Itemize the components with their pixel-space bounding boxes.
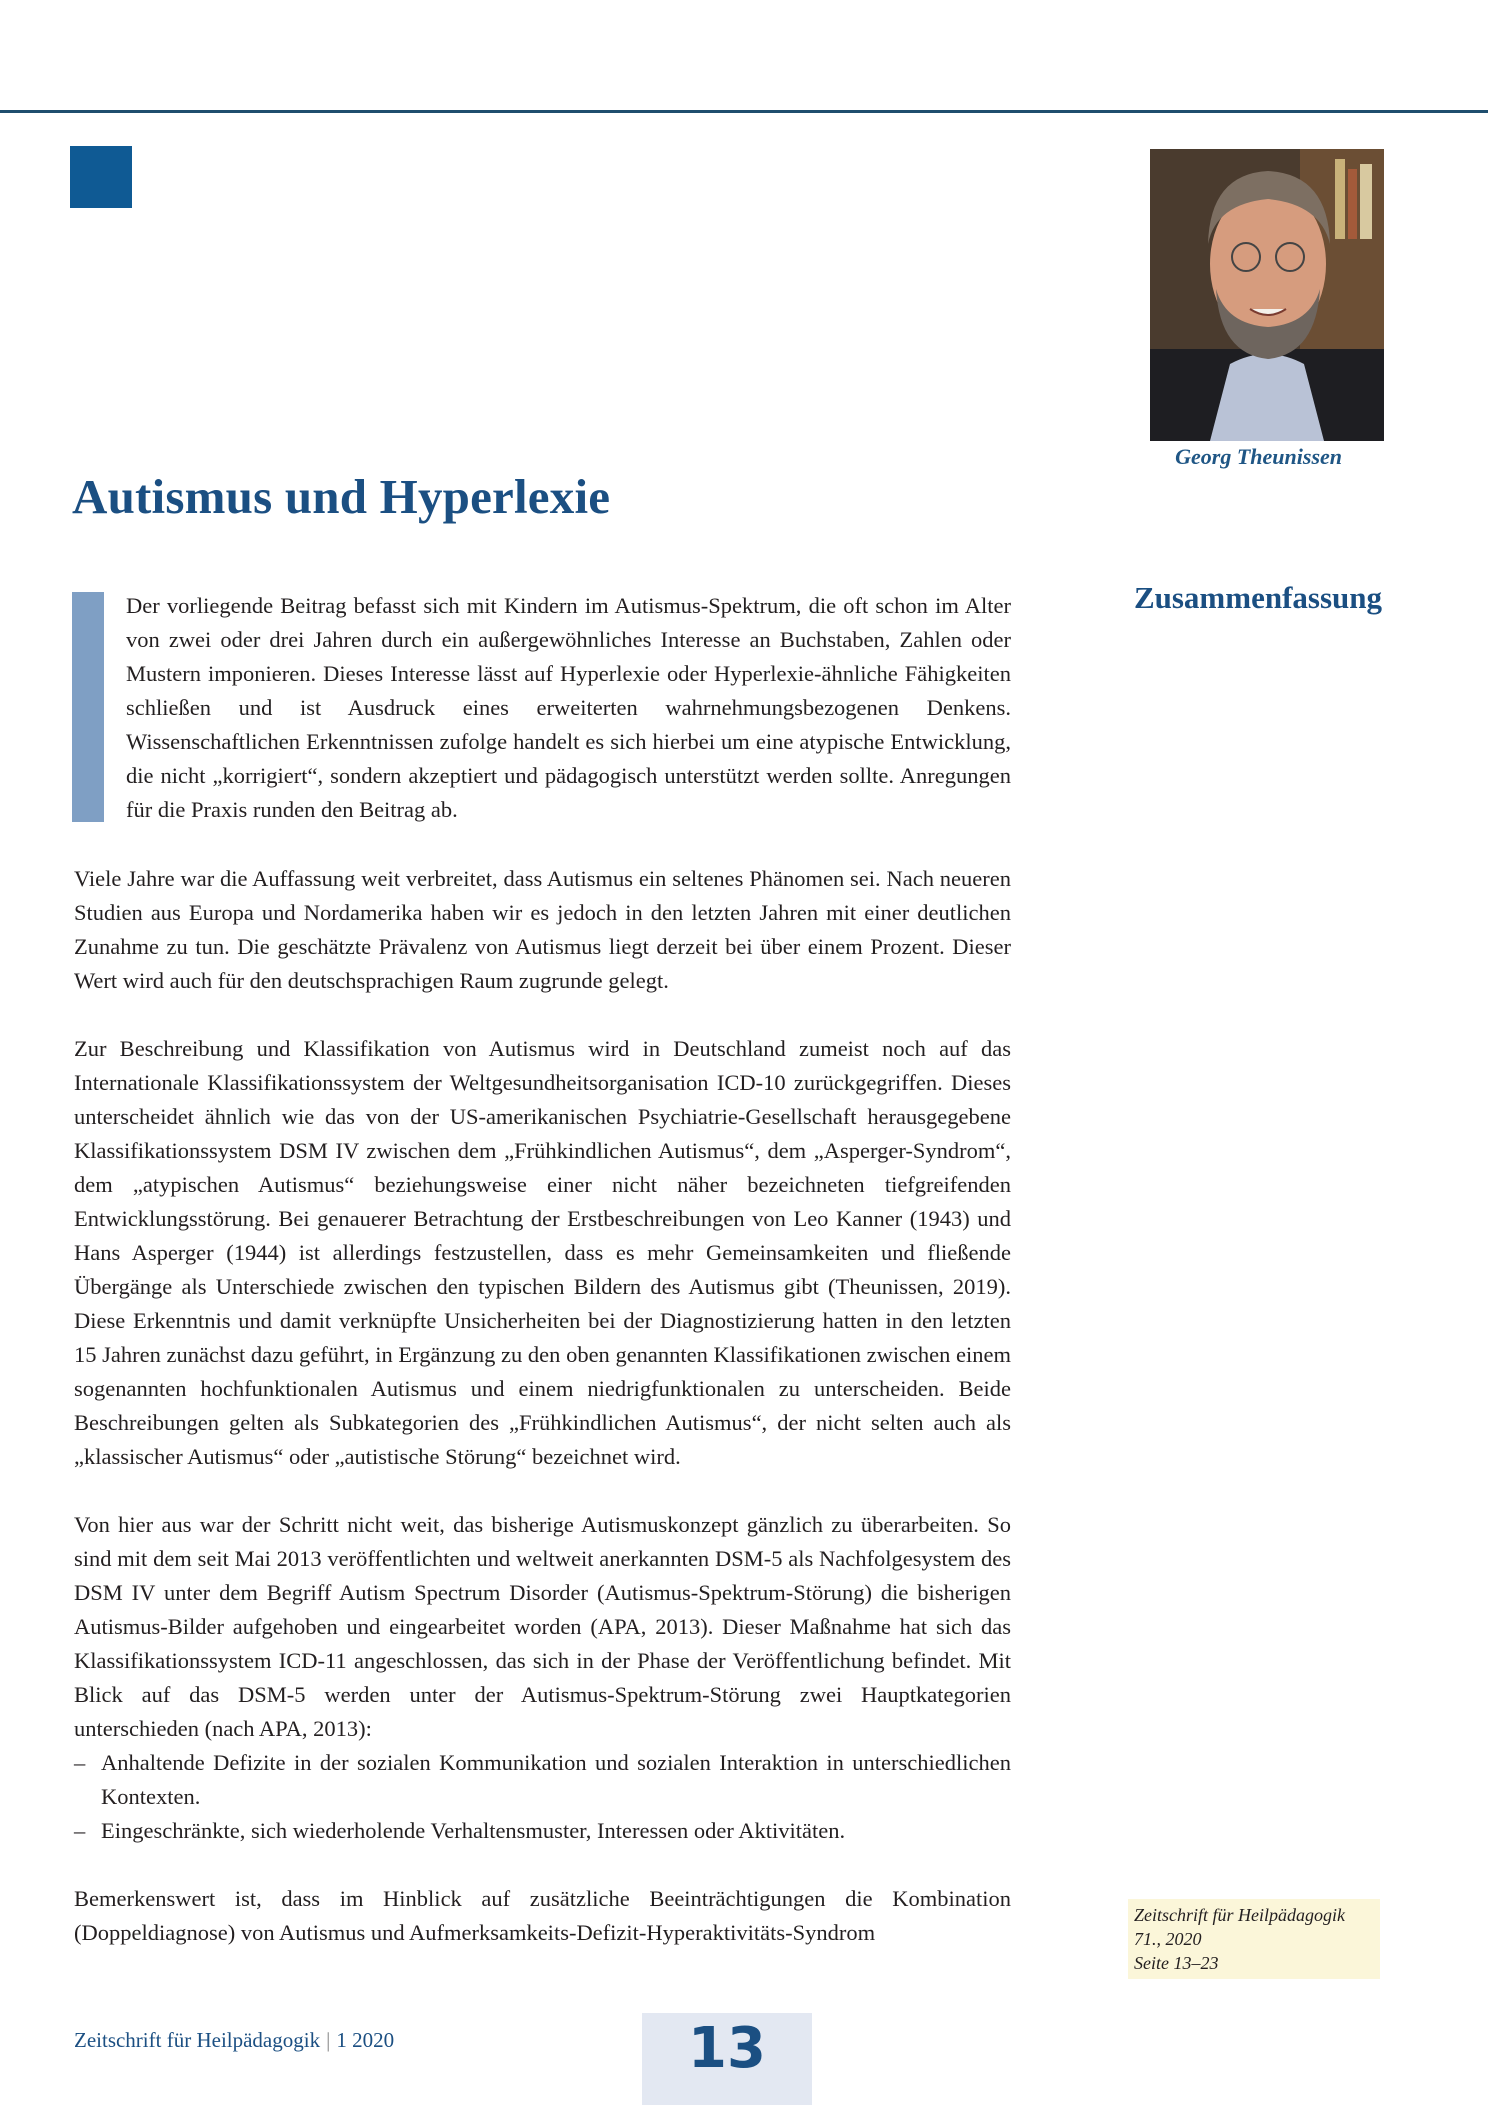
body-paragraph: Zur Beschreibung und Klassifikation von Autismus wird in Deutschland zumeist noch auf das Internationale Klassifikationssystem der Weltgesundheitsorganisation ICD-10 zurückgegriffen. Dieses unterscheidet ähnlich wie das von der US-amerikanischen Psychiatrie-Gesellschaft herausgegebene Klassifikationssystem DSM IV zwischen dem „Frühkindlichen Autismus“, dem „Asperger-Syndrom“, dem „atypischen Autismus“ beziehungsweise einer nicht näher bezeichneten tiefgreifenden Entwicklungsstörung. Bei genauerer Betrachtung der Erstbeschreibungen von Leo Kanner (1943) und Hans Asperger (1944) ist allerdings festzustellen, dass es mehr Gemeinsamkeiten und fließende Übergänge als Unterschiede zwischen den typischen Bildern des Autismus gibt (Theunissen, 2019). Diese Erkenntnis und damit verknüpfte Unsicherheiten bei der Diagnostizierung hatten in den letzten 15 Jahren zunächst dazu geführt, in Ergänzung zu den oben genannten Klassifikationen zwischen einem sogenannten hochfunktionalen Autismus und einem niedrigfunktionalen zu unterscheiden. Beide Beschreibungen gelten als Subkategorien des „Frühkindlichen Autismus“, der nicht selten auch als „klassischer Autismus“ oder „autistische Störung“ bezeichnet wird. bbox=[74, 1036, 1011, 1469]
body-paragraph: Bemerkenswert ist, dass im Hinblick auf zusätzliche Beeinträchtigungen die Kombination (Doppeldiagnose) von Autismus und Aufmerksamkeits-Defizit-Hyperaktivitäts-Syndrom bbox=[74, 1886, 1011, 1945]
citation-box bbox=[1128, 1899, 1380, 1979]
criteria-list bbox=[74, 1746, 1011, 1848]
citation-pages: Seite 13–23 bbox=[1134, 1953, 1219, 1973]
list-item bbox=[74, 1814, 1011, 1848]
page-number: 13 bbox=[688, 2016, 766, 2081]
footer-journal bbox=[74, 2028, 394, 2053]
top-rule bbox=[0, 110, 1488, 113]
footer-issue: 1 2020 bbox=[336, 2028, 395, 2052]
footer-journal-name: Zeitschrift für Heilpädagogik bbox=[74, 2028, 321, 2052]
list-item-text: Eingeschränkte, sich wiederholende Verhaltensmuster, Interessen oder Aktivitäten. bbox=[101, 1818, 846, 1843]
portrait-icon bbox=[1150, 149, 1384, 441]
list-item-text: Anhaltende Defizite in der sozialen Kommunikation und sozialen Interaktion in unterschiedlichen Kontexten. bbox=[101, 1750, 1011, 1809]
footer-separator: | bbox=[326, 2028, 331, 2052]
author-portrait bbox=[1150, 149, 1384, 441]
abstract-bar bbox=[72, 592, 104, 822]
article-title: Autismus und Hyperlexie bbox=[72, 469, 611, 524]
abstract-heading: Zusammenfassung bbox=[1133, 580, 1382, 615]
list-item bbox=[74, 1746, 1011, 1814]
accent-square bbox=[70, 146, 132, 208]
body-paragraph: Von hier aus war der Schritt nicht weit, das bisherige Autismuskonzept gänzlich zu überarbeiten. So sind mit dem seit Mai 2013 veröffentlichten und weltweit anerkannten DSM-5 als Nachfolgesystem des DSM IV unter dem Begriff Autism Spectrum Disorder (Autismus-Spektrum-Störung) die bisherigen Autismus-Bilder aufgehoben und eingearbeitet worden (APA, 2013). Dieser Maßnahme hat sich das Klassifikationssystem ICD-11 angeschlossen, das sich in der Phase der Veröffentlichung befindet. Mit Blick auf das DSM-5 werden unter der Autismus-Spektrum-Störung zwei Hauptkategorien unterschieden (nach APA, 2013): bbox=[74, 1512, 1011, 1741]
author-name: Georg Theunissen bbox=[1175, 444, 1342, 469]
body-paragraph: Viele Jahre war die Auffassung weit verbreitet, dass Autismus ein seltenes Phänomen sei. Nach neueren Studien aus Europa und Nordamerika haben wir es jedoch in den letzten Jahren mit einer deutlichen Zunahme zu tun. Die geschätzte Prävalenz von Autismus liegt derzeit bei über einem Prozent. Dieser Wert wird auch für den deutschsprachigen Raum zugrunde gelegt. bbox=[74, 866, 1011, 993]
citation-volume: 71., 2020 bbox=[1134, 1929, 1202, 1949]
list-dash: – bbox=[74, 1818, 86, 1843]
abstract-text: Der vorliegende Beitrag befasst sich mit Kindern im Autismus-Spektrum, die oft schon im Alter von zwei oder drei Jahren durch ein außergewöhnliches Interesse an Buchstaben, Zahlen oder Mustern imponieren. Dieses Interesse lässt auf Hyperlexie oder Hyperlexie-ähnliche Fähigkeiten schließen und ist Ausdruck eines erweiterten wahrnehmungsbezogenen Denkens. Wissenschaftlichen Erkenntnissen zufolge handelt es sich hierbei um eine atypische Entwicklung, die nicht „korrigiert“, sondern akzeptiert und pädagogisch unterstützt werden sollte. Anregungen für die Praxis runden den Beitrag ab. bbox=[126, 593, 1011, 822]
list-dash: – bbox=[74, 1750, 86, 1775]
citation-journal: Zeitschrift für Heilpädagogik bbox=[1134, 1905, 1345, 1925]
article-body bbox=[74, 862, 1011, 1984]
